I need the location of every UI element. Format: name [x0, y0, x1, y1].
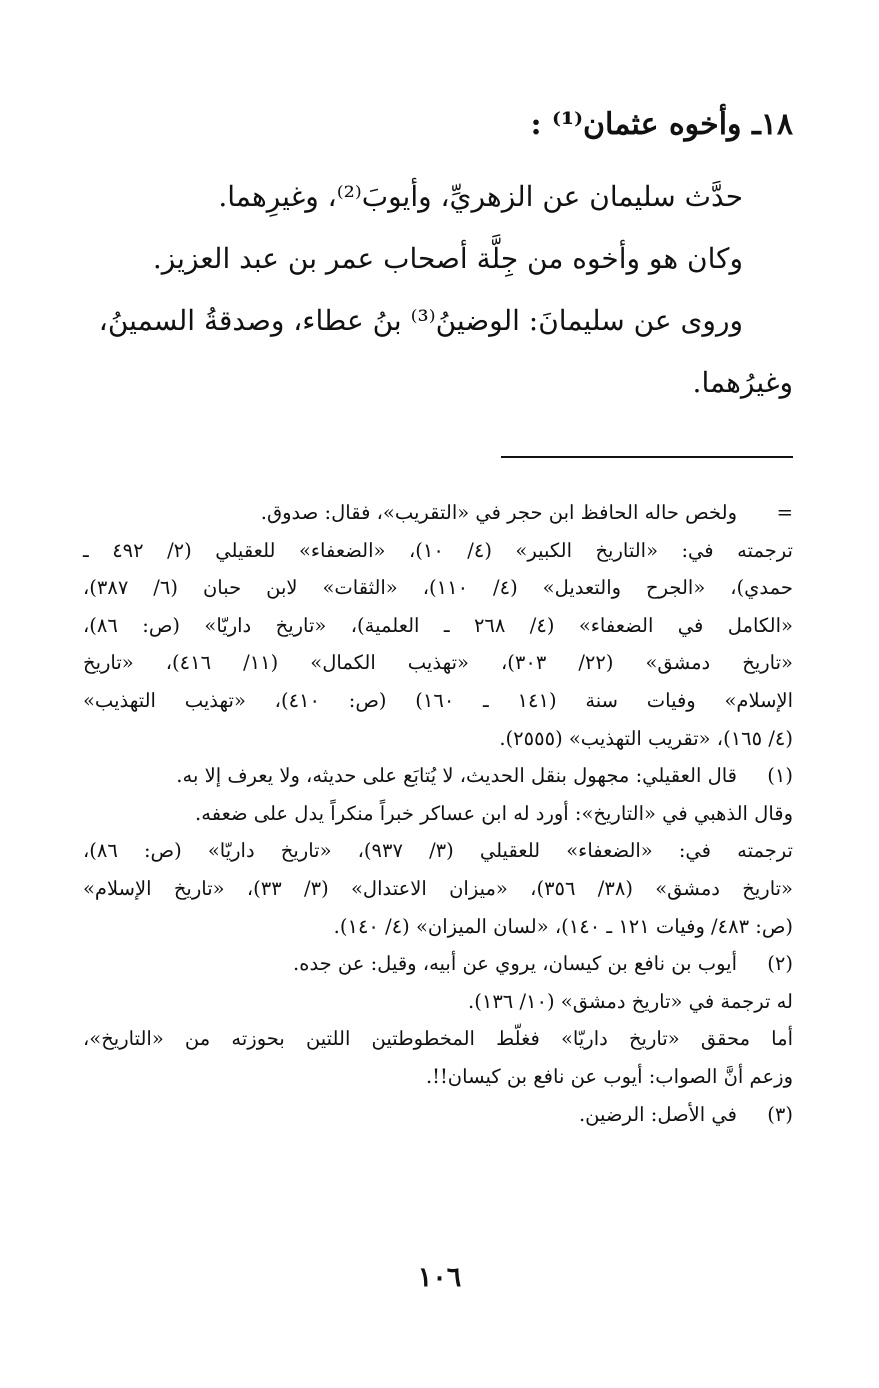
footnote-line: قال العقيلي: مجهول بنقل الحديث، لا يُتابَع على حديثه، ولا يعرف إلا به.: [176, 764, 737, 788]
footnote-1: [83, 757, 793, 945]
footnote-line: في الأصل: الرضين.: [578, 1102, 737, 1126]
footnote-continuation: [83, 494, 793, 757]
footnote-line: له ترجمة في «تاريخ دمشق» (١٠/ ١٣٦).: [468, 989, 793, 1013]
footnote-line: الإسلام» وفيات سنة (١٤١ ـ ١٦٠) (ص: ٤١٠)، «تهذيب التهذيب»: [83, 688, 793, 712]
entry-heading: ١٨ـ وأخوه عثمان⁽¹⁾ :: [530, 107, 793, 142]
footnote-line: «تاريخ دمشق» (٣٨/ ٣٥٦)، «ميزان الاعتدال» (٣/ ٣٣)، «تاريخ الإسلام»: [83, 876, 793, 900]
footnote-line: وزعم أنَّ الصواب: أيوب عن نافع بن كيسان!!.: [425, 1064, 793, 1088]
footnote-line: (ص: ٤٨٣/ وفيات ١٢١ ـ ١٤٠)، «لسان الميزان» (٤/ ١٤٠).: [333, 914, 793, 938]
footnote-line: وقال الذهبي في «التاريخ»: أورد له ابن عساكر خبراً منكراً يدل على ضعفه.: [195, 801, 793, 825]
footnote-divider: [501, 456, 793, 458]
body-line-2: وكان هو وأخوه من جِلَّة أصحاب عمر بن عبد العزيز.: [152, 242, 743, 275]
footnote-3: [83, 1096, 793, 1134]
footnote-marker: =: [776, 501, 793, 524]
footnote-line: «الكامل في الضعفاء» (٤/ ٢٦٨ ـ العلمية)، «تاريخ داريّا» (ص: ٨٦)،: [83, 613, 793, 637]
body-line-4: وغيرُهما.: [692, 366, 793, 399]
footnote-marker: (١): [767, 764, 793, 788]
footnote-line: ولخص حاله الحافظ ابن حجر في «التقريب»، فقال: صدوق.: [260, 501, 737, 524]
footnote-marker: (٣): [767, 1102, 793, 1126]
page-number: ١٠٦: [417, 1262, 462, 1293]
footnote-line: ترجمته في: «التاريخ الكبير» (٤/ ١٠)، «الضعفاء» للعقيلي (٢/ ٤٩٢ ـ: [83, 538, 793, 562]
footnotes: [83, 494, 793, 1133]
footnote-line: أيوب بن نافع بن كيسان، يروي عن أبيه، وقيل: عن جده.: [293, 952, 737, 976]
footnote-marker: (٢): [767, 952, 793, 976]
footnote-line: ترجمته في: «الضعفاء» للعقيلي (٣/ ٩٣٧)، «تاريخ داريّا» (ص: ٨٦)،: [83, 839, 793, 863]
footnote-line: «تاريخ دمشق» (٢٢/ ٣٠٣)، «تهذيب الكمال» (١١/ ٤١٦)، «تاريخ: [83, 651, 793, 675]
body-line-1: حدَّث سليمان عن الزهريِّ، وأيوبَ⁽²⁾، وغيرِهما.: [218, 180, 743, 213]
footnote-line: (٤/ ١٦٥)، «تقريب التهذيب» (٢٥٥٥).: [499, 726, 793, 750]
footnote-line: حمدي)، «الجرح والتعديل» (٤/ ١١٠)، «الثقات» لابن حبان (٦/ ٣٨٧)،: [83, 576, 793, 600]
footnote-2: [83, 945, 793, 1095]
entry-body: [83, 166, 793, 414]
body-line-3: وروى عن سليمانَ: الوضينُ⁽³⁾ بنُ عطاء، وصدقةُ السمينُ،: [98, 304, 743, 337]
footnote-line: أما محقق «تاريخ داريّا» فغلّط المخطوطتين اللتين بحوزته من «التاريخ»،: [83, 1027, 793, 1051]
